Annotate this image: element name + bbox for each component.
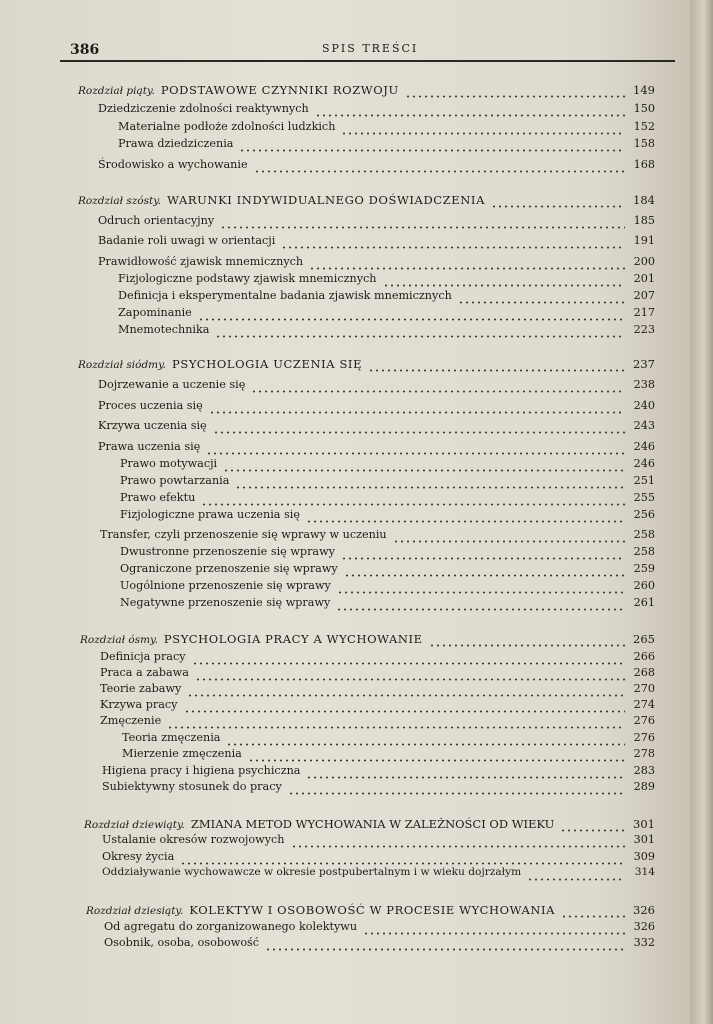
toc-entry xyxy=(98,440,655,457)
dot-leader xyxy=(201,494,625,506)
chapter-title: WARUNKI INDYWIDUALNEGO DOŚWIADCZENIA xyxy=(167,193,485,207)
dot-leader xyxy=(288,783,625,795)
page-ref: 246 xyxy=(633,457,655,470)
toc-entry xyxy=(122,731,655,748)
toc-entry xyxy=(98,102,655,119)
page-ref: 149 xyxy=(633,83,655,97)
toc-entry xyxy=(120,579,655,596)
dot-leader xyxy=(527,869,625,881)
entry-text: Mnemotechnika xyxy=(118,323,210,336)
entry-text: Materialne podłoże zdolności ludzkich xyxy=(118,120,336,133)
entry-text: Subiektywny stosunek do pracy xyxy=(102,780,282,793)
toc-entry xyxy=(102,833,655,850)
dot-leader xyxy=(309,258,625,270)
dot-leader xyxy=(383,275,626,287)
entry-text: Krzywa uczenia się xyxy=(98,419,207,432)
page-ref: 191 xyxy=(633,234,655,247)
page-ref: 261 xyxy=(633,596,655,609)
page-ref: 309 xyxy=(633,850,655,863)
toc-entry xyxy=(98,399,655,416)
entry-text: Ustalanie okresów rozwojowych xyxy=(102,833,285,846)
toc-entry xyxy=(100,682,655,699)
entry-text: Prawa uczenia się xyxy=(98,440,201,453)
page-ref: 246 xyxy=(633,440,655,453)
toc-entry xyxy=(98,419,655,436)
chapter-label: Rozdział piąty. xyxy=(78,85,155,97)
page-ref: 200 xyxy=(633,255,655,268)
entry-text: Definicja pracy xyxy=(100,650,186,663)
dot-leader xyxy=(180,853,625,865)
entry-text: Ograniczone przenoszenie się wprawy xyxy=(120,562,338,575)
toc-entry xyxy=(98,255,655,272)
dot-leader xyxy=(363,923,625,935)
dot-leader xyxy=(458,292,625,304)
page-ref: 207 xyxy=(633,289,655,302)
page-ref: 276 xyxy=(633,731,655,744)
dot-leader xyxy=(337,582,625,594)
page-ref: 260 xyxy=(633,579,655,592)
toc-entry xyxy=(102,850,655,867)
page-ref: 223 xyxy=(633,323,655,336)
page-ref: 326 xyxy=(633,920,655,933)
dot-leader xyxy=(341,123,625,135)
dot-leader xyxy=(223,460,625,472)
entry-text: Badanie roli uwagi w orientacji xyxy=(98,234,276,247)
toc-entry xyxy=(102,780,655,797)
entry-text: Prawo efektu xyxy=(120,491,196,504)
entry-text: Mierzenie zmęczenia xyxy=(122,747,242,760)
dot-leader xyxy=(291,836,626,848)
page-ref: 266 xyxy=(633,650,655,663)
chapter-label: Rozdział siódmy. xyxy=(78,359,166,371)
dot-leader xyxy=(560,820,625,832)
toc-entry xyxy=(118,306,655,323)
page-ref: 256 xyxy=(633,508,655,521)
dot-leader xyxy=(341,548,625,560)
page-ref: 278 xyxy=(633,747,655,760)
entry-text: Fizjologiczne prawa uczenia się xyxy=(120,508,300,521)
dot-leader xyxy=(405,86,625,98)
dot-leader xyxy=(226,734,625,746)
entry-text: Uogólnione przenoszenie się wprawy xyxy=(120,579,331,592)
dot-leader xyxy=(254,161,625,173)
chapter-title: KOLEKTYW I OSOBOWOŚĆ W PROCESIE WYCHOWANIA xyxy=(189,903,556,917)
toc-entry xyxy=(120,545,655,562)
toc-entry xyxy=(118,323,655,340)
entry-text: Teoria zmęczenia xyxy=(122,731,221,744)
page-ref: 259 xyxy=(633,562,655,575)
page-ref: 243 xyxy=(633,419,655,432)
entry-text: Prawidłowość zjawisk mnemicznych xyxy=(98,255,304,268)
page-ref: 255 xyxy=(633,491,655,504)
entry-text: Proces uczenia się xyxy=(98,399,203,412)
toc-entry xyxy=(100,698,655,715)
page-ref: 184 xyxy=(633,193,655,207)
entry-text: Krzywa pracy xyxy=(100,698,178,711)
page-ref: 289 xyxy=(633,780,655,793)
dot-leader xyxy=(187,685,625,697)
entry-text: Praca a zabawa xyxy=(100,666,189,679)
page-ref: 152 xyxy=(633,120,655,133)
chapter-heading xyxy=(78,357,655,374)
toc-entry xyxy=(120,491,655,508)
dot-leader xyxy=(220,217,625,229)
entry-text: Prawo motywacji xyxy=(120,457,218,470)
entry-text: Zmęczenie xyxy=(100,714,162,727)
entry-text: Prawo powtarzania xyxy=(120,474,230,487)
entry-text: Fizjologiczne podstawy zjawisk mnemicznych xyxy=(118,272,377,285)
page-ref: 150 xyxy=(633,102,655,115)
chapter-heading xyxy=(80,632,655,649)
entry-text: Środowisko a wychowanie xyxy=(98,158,248,171)
page-ref: 185 xyxy=(633,214,655,227)
dot-leader xyxy=(198,309,625,321)
page-ref: 217 xyxy=(633,306,655,319)
chapter-label: Rozdział ósmy. xyxy=(80,634,158,646)
chapter-heading xyxy=(78,193,655,210)
dot-leader xyxy=(195,669,625,681)
toc-entry xyxy=(100,650,655,667)
running-title: SPIS TREŚCI xyxy=(322,42,419,55)
chapter-heading xyxy=(84,817,655,834)
dot-leader xyxy=(215,326,625,338)
entry-text: Osobnik, osoba, osobowość xyxy=(104,936,260,949)
toc-entry xyxy=(102,866,655,883)
toc-entry xyxy=(118,272,655,289)
dot-leader xyxy=(235,477,625,489)
dot-leader xyxy=(336,599,625,611)
page-ref: 258 xyxy=(633,545,655,558)
page-ref: 314 xyxy=(634,866,655,878)
toc-entry xyxy=(120,596,655,613)
page-ref: 258 xyxy=(633,528,655,541)
dot-leader xyxy=(239,140,625,152)
chapter-title: PODSTAWOWE CZYNNIKI ROZWOJU xyxy=(160,83,399,97)
page-number: 386 xyxy=(70,42,100,58)
dot-leader xyxy=(184,701,626,713)
chapter-label: Rozdział dziewiąty. xyxy=(84,819,185,831)
dot-leader xyxy=(209,402,625,414)
page-ref: 270 xyxy=(633,682,655,695)
page-ref: 201 xyxy=(633,272,655,285)
page-ref: 326 xyxy=(633,903,655,917)
toc-entry xyxy=(118,289,655,306)
dot-leader xyxy=(315,105,625,117)
toc-entry xyxy=(104,936,655,953)
chapter-title: PSYCHOLOGIA PRACY A WYCHOWANIE xyxy=(163,632,423,646)
toc-entry xyxy=(100,666,655,683)
chapter-label: Rozdział szósty. xyxy=(78,195,162,207)
toc-entry xyxy=(122,747,655,764)
dot-leader xyxy=(167,717,625,729)
entry-text: Negatywne przenoszenie się wprawy xyxy=(120,596,331,609)
dot-leader xyxy=(429,635,625,647)
dot-leader xyxy=(248,750,625,762)
page-ref: 265 xyxy=(633,632,655,646)
toc-entry xyxy=(120,562,655,579)
page-ref: 332 xyxy=(633,936,655,949)
dot-leader xyxy=(344,565,625,577)
dot-leader xyxy=(393,531,625,543)
dot-leader xyxy=(192,653,625,665)
entry-text: Odruch orientacyjny xyxy=(98,214,215,227)
page-ref: 168 xyxy=(633,158,655,171)
dot-leader xyxy=(368,360,625,372)
entry-text: Dojrzewanie a uczenie się xyxy=(98,378,246,391)
toc-entry xyxy=(100,714,655,731)
toc-entry xyxy=(120,474,655,491)
entry-text: Oddziaływanie wychowawcze w okresie postpubertalnym i w wieku dojrzałym xyxy=(102,866,522,878)
chapter-heading xyxy=(78,83,655,100)
entry-text: Teorie zabawy xyxy=(100,682,182,695)
entry-text: Od agregatu do zorganizowanego kolektywu xyxy=(104,920,358,933)
entry-text: Dwustronne przenoszenie się wprawy xyxy=(120,545,335,558)
toc-entry xyxy=(98,378,655,395)
entry-text: Okresy życia xyxy=(102,850,175,863)
dot-leader xyxy=(206,443,625,455)
entry-text: Transfer, czyli przenoszenie się wprawy w uczeniu xyxy=(100,528,387,541)
toc-entry xyxy=(98,158,655,175)
page-ref: 268 xyxy=(633,666,655,679)
page-ref: 237 xyxy=(633,357,655,371)
dot-leader xyxy=(561,906,625,918)
page-ref: 240 xyxy=(633,399,655,412)
toc-entry xyxy=(102,764,655,781)
page-ref: 238 xyxy=(633,378,655,391)
chapter-heading xyxy=(86,903,655,920)
chapter-label: Rozdział dziesiąty. xyxy=(86,905,184,917)
toc-entry xyxy=(98,214,655,231)
page-ref: 274 xyxy=(633,698,655,711)
entry-text: Zapominanie xyxy=(118,306,192,319)
entry-text: Higiena pracy i higiena psychiczna xyxy=(102,764,301,777)
dot-leader xyxy=(251,381,625,393)
toc-entry xyxy=(118,137,655,154)
dot-leader xyxy=(281,237,625,249)
dot-leader xyxy=(265,939,625,951)
entry-text: Dziedziczenie zdolności reaktywnych xyxy=(98,102,309,115)
dot-leader xyxy=(306,511,625,523)
page-ref: 251 xyxy=(633,474,655,487)
dot-leader xyxy=(491,196,625,208)
toc-entry xyxy=(98,234,655,251)
entry-text: Prawa dziedziczenia xyxy=(118,137,234,150)
toc-entry xyxy=(100,528,655,545)
dot-leader xyxy=(306,767,625,779)
page-ref: 301 xyxy=(633,817,655,831)
page-ref: 276 xyxy=(633,714,655,727)
chapter-title: PSYCHOLOGIA UCZENIA SIĘ xyxy=(172,357,363,371)
page-ref: 158 xyxy=(633,137,655,150)
toc-entry xyxy=(120,457,655,474)
toc-entry xyxy=(120,508,655,525)
page-ref: 283 xyxy=(633,764,655,777)
entry-text: Definicja i eksperymentalne badania zjawisk mnemicznych xyxy=(118,289,452,302)
toc-entry xyxy=(118,120,655,137)
page-ref: 301 xyxy=(633,833,655,846)
dot-leader xyxy=(213,422,625,434)
chapter-title: ZMIANA METOD WYCHOWANIA W ZALEŻNOŚCI OD WIEKU xyxy=(190,817,555,831)
toc-entry xyxy=(104,920,655,937)
